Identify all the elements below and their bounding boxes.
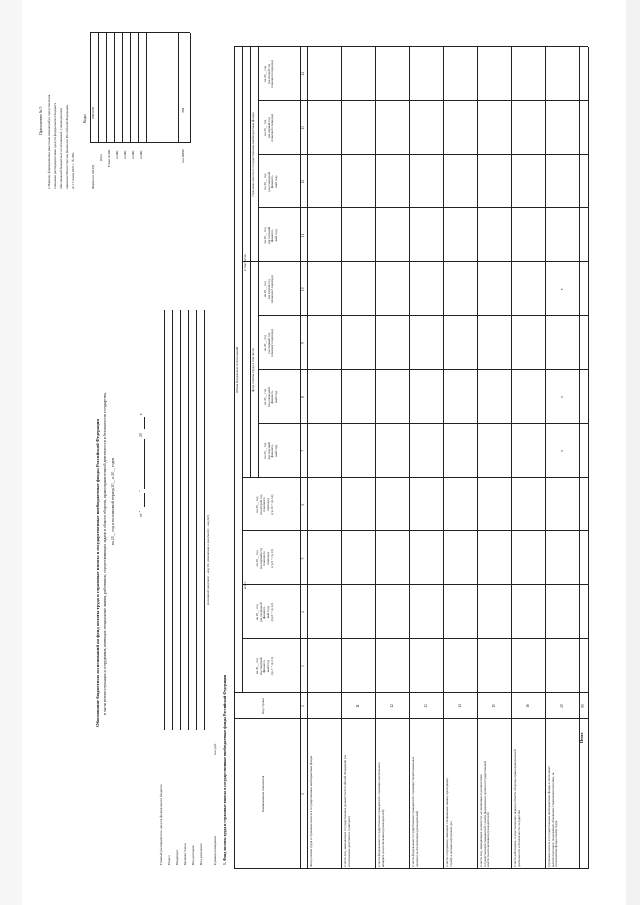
table-row-code: 15: [492, 704, 496, 708]
total-code: 90: [581, 704, 585, 708]
header-name: Наименование показателя: [261, 775, 265, 813]
cross-mark: х: [560, 449, 564, 452]
data-column-rule: [258, 423, 588, 424]
data-column-rule: [258, 100, 588, 101]
date-quote: ": [139, 490, 143, 492]
data-column-rule: [242, 262, 588, 263]
colnum-11: 11: [301, 233, 305, 238]
section-title: 1. Фонд оплаты труда и страховые взносы в государственные внебюджетные фонды Российской Федерации: [223, 675, 227, 865]
okei-value: 384: [181, 107, 185, 113]
colnum-6: 6: [301, 503, 305, 506]
header-col-11: на 20__ год (на текущий финансо- вый год): [263, 226, 279, 245]
date-g: г.: [139, 412, 143, 415]
table-row-code: 12: [390, 704, 394, 708]
info-label-subsection: Подраздел: [175, 849, 179, 865]
table-row-label: в части лиц, замещающих должности, не являющиеся должностями государственной гражданской службы федеральных органов государственной власти (за исключением руководителей): [479, 761, 491, 867]
table-row-label: в части лиц, замещающих государственные должности Российской Федерации (за исключением депутатов и сенаторов): [343, 755, 351, 867]
header-group-total: всего: [243, 581, 247, 590]
header-group-all: Объем бюджетных ассигнований: [235, 346, 239, 394]
unit-label: Единица измерения:: [213, 835, 217, 865]
header-col-9: на 20__ год (на первый год планового периода): [263, 329, 275, 357]
header-fot-rule: [258, 262, 259, 477]
data-column-rule: [242, 639, 588, 640]
colnum-13: 13: [301, 125, 305, 130]
appendix-line-3: обоснований бюджетных ассигнований, утвержденному: [59, 107, 63, 189]
header-col-8: на 20__ год (на очередной финансо- вый год): [263, 387, 279, 407]
table-left-rule: [234, 868, 588, 869]
info-label-expense: Вид расходов: [191, 845, 195, 865]
header-code: Код строки: [261, 698, 265, 714]
cross-mark: х: [560, 396, 564, 398]
colnum-1: 1: [301, 793, 305, 795]
okud-value: 0505108: [91, 107, 95, 119]
form-title-line-3: на 20__ год и на плановый период 20__ и 20__ годов: [111, 457, 115, 545]
doc-type-hint: (основной документ - код 01; изменения к документу - код 02): [206, 515, 210, 605]
bk-label-4: по БК: [131, 150, 135, 159]
date-label: Дата: [99, 154, 103, 161]
colnum-4: 4: [301, 611, 305, 614]
table-row-rule: [341, 47, 342, 869]
bk-label-3: по БК: [123, 150, 127, 159]
table-row-label: в части федеральных государственных гражданских служащих центрального аппарата (за исключением руководителей): [377, 762, 385, 867]
header-col-10: на 20__ год (на второй год планового периода): [263, 275, 275, 304]
header-col-3: на 20__ год (на текущий финансо- вый год) (гр.7 + гр.11): [255, 657, 274, 676]
colnum-10: 10: [301, 287, 305, 292]
header-col-13: на 20__ год (на первый год планового периода): [263, 113, 275, 142]
date-from: от ": [139, 510, 143, 517]
form-title-line-1: Обоснование бюджетных ассигнований на фонд оплаты труда и страховые взносы в государственные внебюджетные фонды Российской Федерации: [95, 418, 100, 727]
appendix-line-5: от 17 июня 2021 г. № 86н: [71, 152, 75, 189]
header-group-incl: в том числе:: [243, 253, 247, 271]
table-row-label: Фонд оплаты труда и страховые взносы в государственные внебюджетные фонды: [309, 755, 313, 867]
data-column-rule: [242, 585, 588, 586]
table-row-label: Страховые взносы в государственные внебюджетные фонды в части иных выплат персоналу, подлежащих обложению страховыми взносами, за исключением фонда оплаты труда: [547, 766, 559, 867]
colnum-5: 5: [301, 557, 305, 560]
appendix-line-2: главными распорядителями средств федерального бюджета: [53, 102, 57, 189]
colnum-12: 12: [301, 179, 305, 184]
colnum-14: 14: [301, 72, 305, 76]
header-group-rule: [242, 47, 243, 693]
data-column-rule: [258, 316, 588, 317]
colnum-3: 3: [301, 665, 305, 667]
info-label-grbs: Главный распорядитель средств федерального бюджета: [159, 784, 163, 865]
name-column-rule: [234, 718, 588, 719]
total-label: Итого: [580, 732, 584, 743]
table-row-rule: [409, 47, 410, 869]
bk-label-1: Глава по БК: [107, 149, 111, 167]
colnum-7: 7: [301, 449, 305, 452]
header-col-4: на 20__ год (на очередной финансо- вый год) (гр.8 + гр.12): [255, 602, 274, 623]
table-top-rule: [234, 47, 235, 869]
header-group-fot: фонд оплаты труда в том числе: [251, 348, 255, 392]
data-column-rule: [258, 208, 588, 209]
header-col-7: на 20__ год (на текущий финансо- вый год): [263, 442, 279, 460]
appendix-line-4: приказом Министерства финансов Российской Федерации: [65, 104, 69, 189]
table-row-rule: [579, 47, 580, 869]
table-row-rule: [443, 47, 444, 869]
info-label-doc-type: Вид документа: [199, 843, 203, 865]
colnum-rule: [307, 47, 308, 869]
table-row-rule: [511, 47, 512, 869]
okei-label: по ОКЕИ: [181, 149, 185, 163]
header-group-ins: страховые взносы в государственные внебюджетные фонды: [251, 112, 255, 197]
table-row-label: в части федеральных государственных гражданских служащих территориальных органов (за исключением руководителей): [411, 756, 419, 867]
table-row-rule: [477, 47, 478, 869]
unit-value: тыс.руб.: [213, 743, 217, 755]
table-row-label: в части сотрудников, имеющих специальные звания, проходящих службу в органах внутренних дел: [445, 778, 453, 867]
data-column-rule: [242, 477, 588, 478]
header-col-12: на 20__ год (на очередной финансо- вый год): [263, 171, 279, 192]
table-row-code: 13: [424, 704, 428, 708]
appendix-number: Приложение № 5: [39, 106, 43, 135]
form-title-line-2: в части военнослужащих и сотрудников, имеющих специальные звания, работников, осуществляющих задачи в области обороны, правоохранительной деятельности и безопасности государства,: [103, 392, 107, 715]
table-row-code: 16: [526, 704, 530, 708]
colnum-9: 9: [301, 342, 305, 344]
header-col-6: на 20__ год (на второй год планового периода) (гр.10 + гр.14): [255, 494, 274, 515]
table-row-code: 14: [458, 704, 462, 708]
info-label-section: Раздел: [167, 855, 171, 865]
codes-header: Коды: [83, 114, 87, 123]
colnum-8: 8: [301, 396, 305, 398]
header-ins-rule: [258, 47, 259, 262]
date-year: 20: [139, 433, 143, 437]
info-label-target: Целевая статья: [183, 843, 187, 865]
table-row-label: в части работников, осуществляющих задачи в области обороны, правоохранительной деятельности и безопасности государства: [513, 749, 521, 867]
data-column-rule: [258, 154, 588, 155]
data-column-rule: [258, 370, 588, 371]
colnum-2: 2: [301, 705, 305, 707]
okud-label: Форма по ОКУД: [91, 165, 95, 189]
bk-label-2: по БК: [115, 150, 119, 159]
table-right-rule: [234, 46, 588, 47]
data-column-rule: [242, 531, 588, 532]
appendix-line-1: к Порядку формирования (внесения изменений) и представления: [47, 94, 51, 189]
table-bottom-rule: [588, 47, 589, 869]
header-col-14: на 20__ год (на второй год планового периода): [263, 60, 275, 88]
table-row-rule: [545, 47, 546, 869]
bk-label-5: по БК: [139, 150, 143, 159]
code-column-rule: [234, 692, 588, 693]
cross-mark: х: [560, 288, 564, 291]
header-col-5: на 20__ год (на первый год планового периода) (гр.9 + гр.13): [255, 547, 274, 569]
table-row-code: 11: [356, 704, 360, 708]
table-row-rule: [375, 47, 376, 869]
table-row-code: 20: [560, 704, 564, 708]
